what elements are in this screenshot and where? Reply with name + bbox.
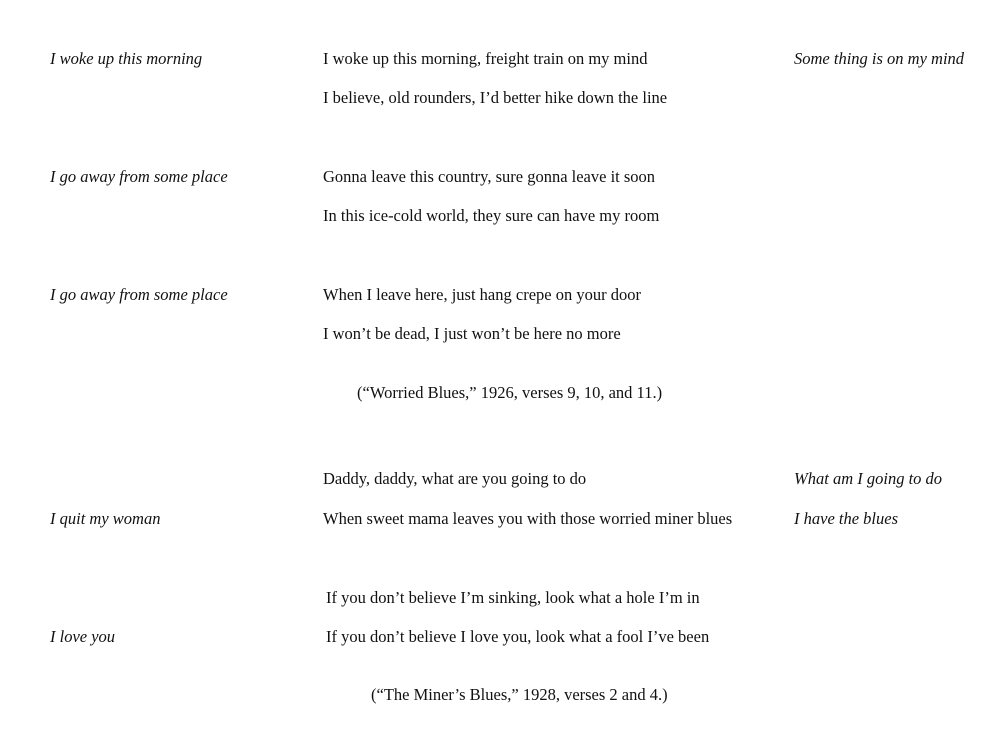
lyric-line-3-2: I won’t be dead, I just won’t be here no more (323, 324, 621, 343)
lyric-line-4-2: When sweet mama leaves you with those worried miner blues (323, 509, 733, 528)
lyric-line-2-1: Gonna leave this country, sure gonna leave it soon (323, 167, 656, 186)
annotation-left-3: I go away from some place (50, 285, 228, 304)
lyric-line-1-1: I woke up this morning, freight train on my mind (323, 49, 648, 68)
annotation-left-5: I love you (50, 627, 116, 646)
lyric-line-1-2: I believe, old rounders, I’d better hike down the line (323, 88, 668, 107)
citation-caption-2: (“The Miner’s Blues,” 1928, verses 2 and 4.) (371, 685, 668, 704)
lyric-line-5-2: If you don’t believe I love you, look what a fool I’ve been (326, 627, 710, 646)
annotation-left-1: I woke up this morning (50, 49, 203, 68)
lyric-line-4-1: Daddy, daddy, what are you going to do (323, 469, 587, 488)
lyric-line-2-2: In this ice-cold world, they sure can have my room (323, 206, 660, 225)
annotation-right-4-bottom: I have the blues (794, 509, 899, 528)
annotation-left-4: I quit my woman (50, 509, 161, 528)
annotation-right-4-top: What am I going to do (794, 469, 943, 488)
lyric-line-3-1: When I leave here, just hang crepe on your door (323, 285, 641, 304)
annotation-left-2: I go away from some place (50, 167, 228, 186)
lyric-line-5-1: If you don’t believe I’m sinking, look what a hole I’m in (326, 588, 700, 607)
citation-caption-1: (“Worried Blues,” 1926, verses 9, 10, and 11.) (357, 383, 663, 402)
annotation-right-1: Some thing is on my mind (794, 49, 965, 68)
